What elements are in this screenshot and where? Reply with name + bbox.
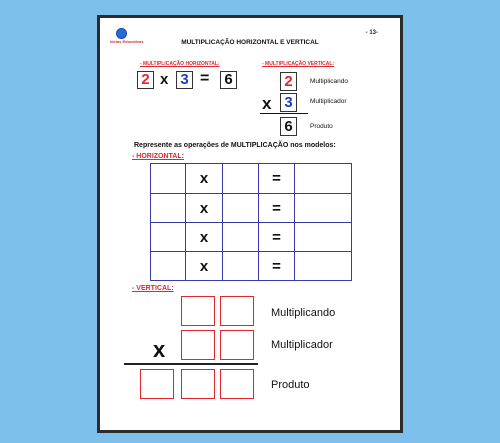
vertical-box-top-units[interactable]	[220, 296, 254, 326]
example-horizontal-label: - MULTIPLICAÇÃO HORIZONTAL:	[140, 61, 220, 67]
grid-equals-cell: =	[259, 223, 295, 252]
grid-blank-cell[interactable]	[223, 223, 259, 252]
vertical-multiplicador-label: Multiplicador	[271, 339, 333, 351]
example-h-times: x	[160, 71, 169, 88]
vertical-box-result-units[interactable]	[220, 369, 254, 399]
worksheet-page	[97, 15, 403, 433]
horizontal-grid	[150, 163, 352, 281]
example-v-produto: Produto	[310, 123, 333, 130]
vertical-box-top-tens[interactable]	[181, 296, 215, 326]
grid-row	[151, 252, 352, 281]
grid-blank-cell[interactable]	[151, 194, 186, 223]
example-v-sum-line	[260, 113, 308, 114]
grid-times-cell: x	[186, 223, 223, 252]
grid-blank-cell[interactable]	[223, 164, 259, 194]
example-v-result: 6	[280, 117, 297, 136]
vertical-box-mid-units[interactable]	[220, 330, 254, 360]
example-v-multiplicador: Multiplicador	[310, 98, 347, 105]
grid-blank-cell[interactable]	[223, 194, 259, 223]
example-h-result: 6	[220, 71, 237, 89]
vertical-sum-line	[124, 363, 258, 365]
example-v-number-2: 3	[280, 93, 297, 112]
grid-blank-cell[interactable]	[151, 252, 186, 281]
logo-icon	[116, 28, 127, 39]
example-v-multiplicando: Multiplicando	[310, 78, 348, 85]
vertical-produto-label: Produto	[271, 379, 310, 391]
example-h-number-2: 3	[176, 71, 193, 89]
example-h-number-1: 2	[137, 71, 154, 89]
grid-times-cell: x	[186, 252, 223, 281]
logo-text: Ideias Educativas	[110, 39, 144, 44]
instruction-text: Represente as operações de MULTIPLICAÇÃO nos modelos:	[134, 142, 336, 149]
grid-equals-cell: =	[259, 194, 295, 223]
vertical-section-label: - VERTICAL:	[132, 285, 174, 292]
grid-answer-cell[interactable]	[295, 164, 352, 194]
grid-times-cell: x	[186, 164, 223, 194]
vertical-multiplicando-label: Multiplicando	[271, 307, 336, 319]
vertical-box-mid-tens[interactable]	[181, 330, 215, 360]
grid-blank-cell[interactable]	[151, 164, 186, 194]
grid-answer-cell[interactable]	[295, 223, 352, 252]
grid-blank-cell[interactable]	[151, 223, 186, 252]
grid-answer-cell[interactable]	[295, 194, 352, 223]
page-title: MULTIPLICAÇÃO HORIZONTAL E VERTICAL	[181, 39, 319, 46]
grid-row	[151, 164, 352, 194]
grid-row	[151, 194, 352, 223]
vertical-box-result-tens[interactable]	[181, 369, 215, 399]
grid-answer-cell[interactable]	[295, 252, 352, 281]
vertical-times: x	[153, 337, 166, 362]
grid-equals-cell: =	[259, 252, 295, 281]
page-number: - 13-	[365, 30, 378, 36]
grid-blank-cell[interactable]	[223, 252, 259, 281]
grid-times-cell: x	[186, 194, 223, 223]
example-h-equals: =	[200, 70, 210, 87]
example-vertical-label: - MULTIPLICAÇÃO VERTICAL:	[262, 61, 335, 67]
grid-equals-cell: =	[259, 164, 295, 194]
grid-row	[151, 223, 352, 252]
example-v-times: x	[262, 94, 272, 113]
horizontal-section-label: - HORIZONTAL:	[132, 153, 184, 160]
vertical-box-result-hundreds[interactable]	[140, 369, 174, 399]
example-v-number-1: 2	[280, 72, 297, 91]
